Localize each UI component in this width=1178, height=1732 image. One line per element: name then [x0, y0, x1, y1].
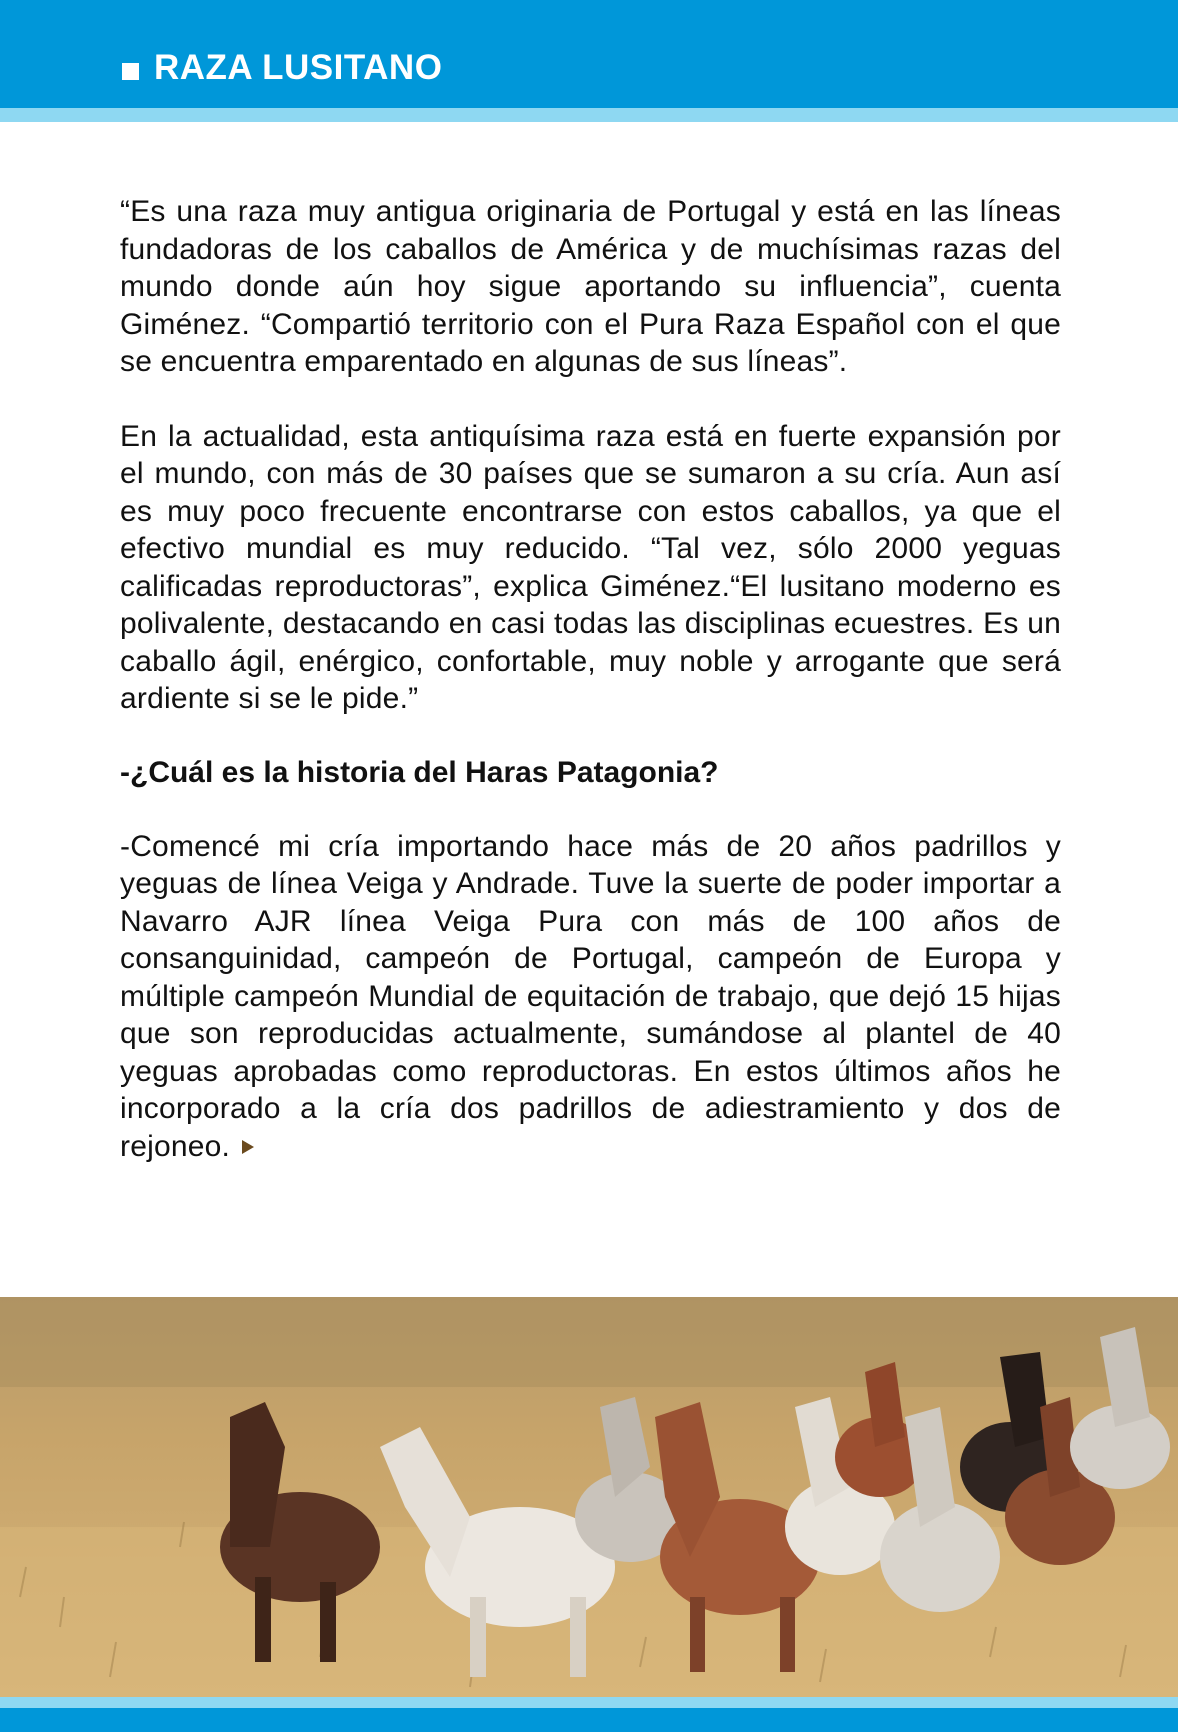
footer-stripe [0, 1697, 1178, 1708]
square-bullet-icon [122, 63, 139, 80]
triangle-arrow-icon [242, 1140, 254, 1154]
interview-answer [120, 828, 1061, 1166]
footer-bar [0, 1708, 1178, 1732]
herd-of-horses-photo [0, 1297, 1178, 1697]
article-paragraph: “Es una raza muy antigua originaria de Portugal y está en las líneas fundadoras de los caballos de América y de muchísimas razas del mundo donde aún hoy sigue aportando su influencia”, cuenta Giménez. “Compartió territorio con el Pura Raza Español con el que se encuentra emparentado en algunas de sus líneas”. [120, 195, 1061, 378]
interview-question: -¿Cuál es la historia del Haras Patagonia? [120, 755, 719, 789]
header-stripe [0, 108, 1178, 122]
article-body [120, 193, 1061, 1165]
article-paragraph: En la actualidad, esta antiquísima raza está en fuerte expansión por el mundo, con más de 30 países que se sumaron a su cría. Aun así es muy poco frecuente encontrarse con estos caballos, ya que el efectivo mundial es muy reducido. “Tal vez, sólo 2000 yeguas calificadas reproductoras”, explica Giménez.“El lusitano moderno es polivalente, destacando en casi todas las disciplinas ecuestres. Es un caballo ágil, enérgico, confortable, muy noble y arrogante que será ardiente si se le pide.” [120, 419, 1061, 715]
section-title: RAZA LUSITANO [154, 48, 443, 87]
interview-answer-text: -Comencé mi cría importando hace más de 20 años padrillos y yeguas de línea Veiga y Andrade. Tuve la suerte de poder importar a Navarro AJR línea Veiga Pura con más de 100 años de consanguinidad, campeón de Portugal, campeón de Europa y múltiple campeón Mundial de equitación de trabajo, que dejó 15 hijas que son reproducidas actualmente, sumándose al plantel de 40 yeguas aprobadas como reproductoras. En estos últimos años he incorporado a la cría dos padrillos de adiestramiento y dos de rejoneo. [120, 829, 1061, 1163]
